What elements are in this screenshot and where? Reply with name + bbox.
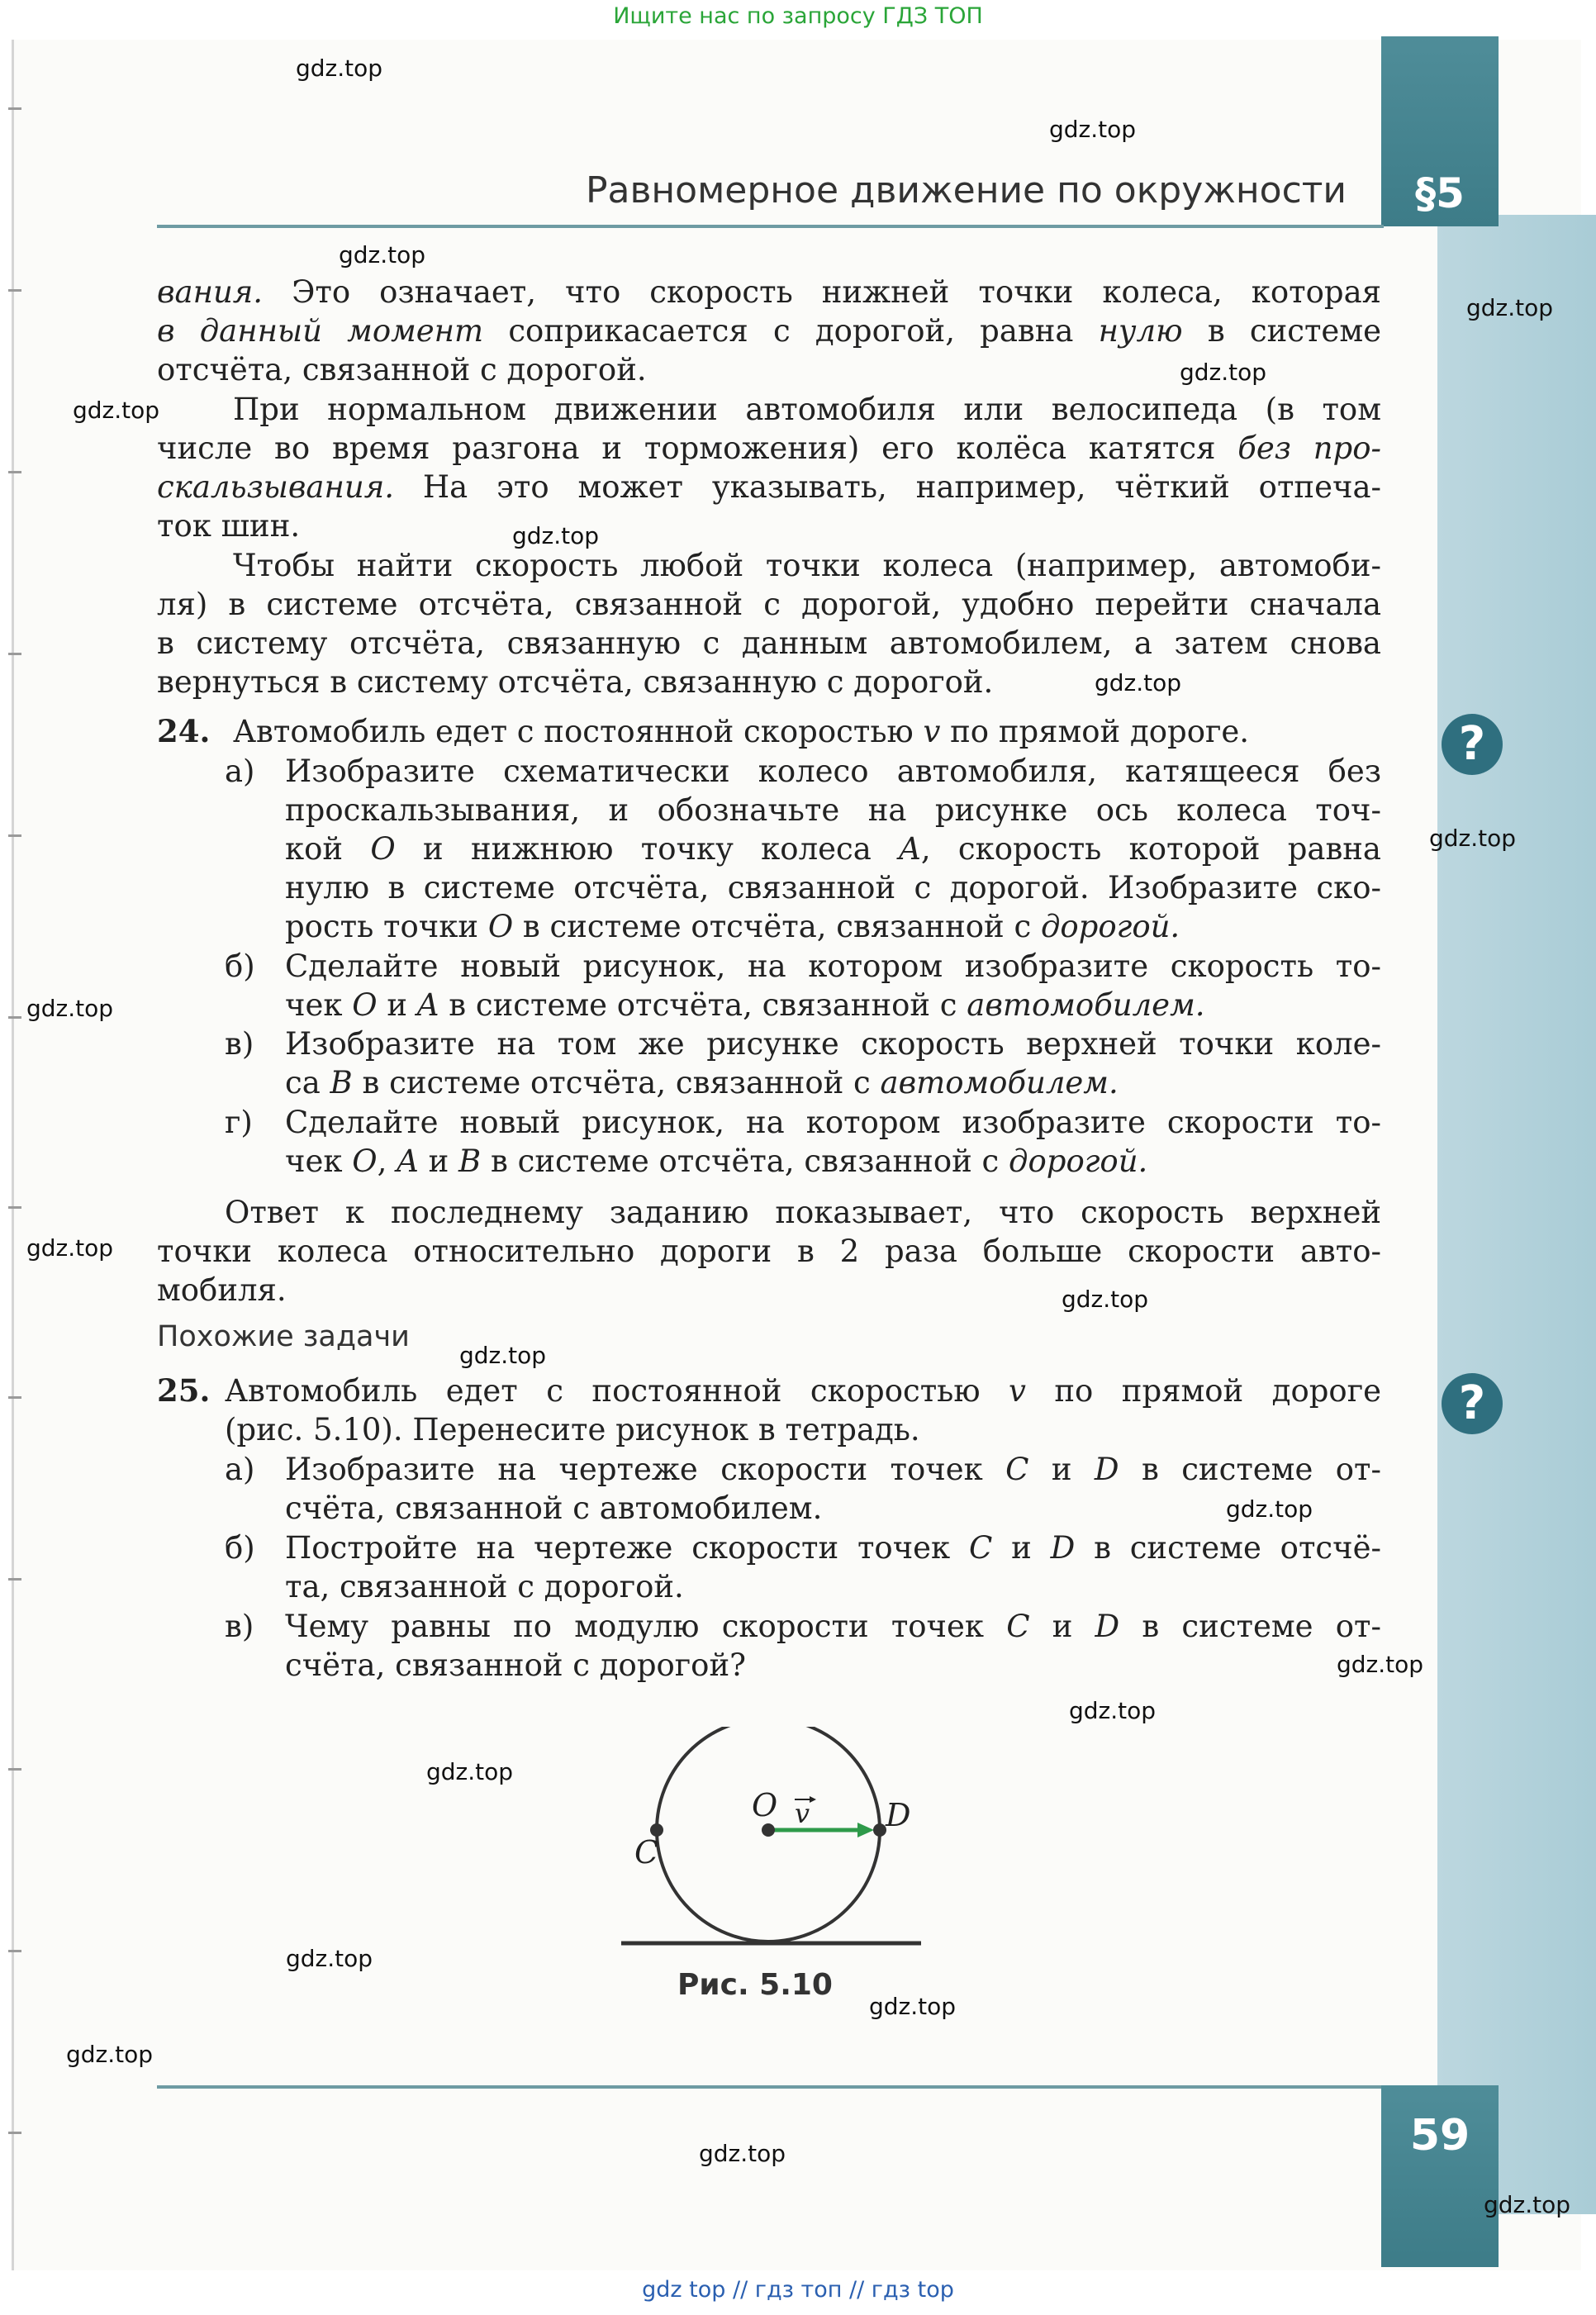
text-line: (рис. 5.10). Перенесите рисунок в тетрадь.: [225, 1412, 920, 1447]
watermark[interactable]: gdz.top: [426, 1758, 514, 1785]
text-line: в данный момент соприкасается с дорогой, равна нулю в системе: [157, 313, 1381, 349]
text-line: скальзывания. На это может указывать, например, чёткий отпеча-: [157, 469, 1381, 505]
text-line: Чтобы найти скорость любой точки колеса (например, автомоби-: [233, 548, 1381, 583]
text-line: Сделайте новый рисунок, на котором изобразите скорость то-: [285, 948, 1381, 984]
margin-tick: [8, 289, 21, 292]
watermark[interactable]: gdz.top: [66, 2041, 154, 2068]
text-line: чек O и A в системе отсчёта, связанной с автомобилем.: [285, 987, 1205, 1023]
watermark[interactable]: gdz.top: [1484, 2191, 1571, 2218]
text-line: Ответ к последнему заданию показывает, что скорость верхней: [225, 1195, 1381, 1230]
margin-tick: [8, 1950, 21, 1952]
task-stem: Автомобиль едет с постоянной скоростью v по прямой дороге: [225, 1373, 1381, 1409]
watermark[interactable]: gdz.top: [1226, 1495, 1313, 1523]
watermark[interactable]: gdz.top: [1049, 116, 1137, 143]
vector-bar-head: [810, 1796, 816, 1803]
task-stem: Автомобиль едет с постоянной скоростью v по прямой дороге.: [233, 714, 1250, 749]
subtask-label: б): [225, 948, 255, 984]
text-line: Постройте на чертеже скорости точек C и D в системе отсчё-: [285, 1530, 1381, 1566]
text-line: Изобразите на чертеже скорости точек C и D в системе от-: [285, 1452, 1382, 1487]
label-o: O: [752, 1787, 778, 1823]
text-line: в систему отсчёта, связанную с данным автомобилем, а затем снова: [157, 625, 1381, 661]
watermark[interactable]: gdz.top: [296, 55, 383, 82]
margin-tick: [8, 834, 21, 837]
subtask-label: б): [225, 1530, 255, 1566]
text-line: счёта, связанной с дорогой?: [285, 1647, 746, 1683]
text-line: ток шин.: [157, 508, 301, 544]
watermark[interactable]: gdz.top: [1466, 294, 1554, 321]
text-line: числе во время разгона и торможения) его колёса катятся без про-: [157, 430, 1382, 466]
text-line: Чему равны по модулю скорости точек C и D в системе от-: [285, 1609, 1381, 1644]
text-line: вернуться в систему отсчёта, связанную с дорогой.: [157, 664, 994, 700]
watermark[interactable]: gdz.top: [26, 995, 114, 1022]
subtask-label: а): [225, 1452, 255, 1487]
text-line: та, связанной с дорогой.: [285, 1569, 684, 1604]
text-line: мобиля.: [157, 1272, 287, 1308]
text-line: вания. Это означает, что скорость нижней точки колеса, которая: [157, 274, 1381, 310]
text-line: точки колеса относительно дороги в 2 раза больше скорости авто-: [157, 1234, 1381, 1269]
margin-tick: [8, 2132, 21, 2134]
point-o: [762, 1823, 775, 1837]
watermark[interactable]: gdz.top: [1062, 1286, 1149, 1313]
label-c: C: [634, 1834, 659, 1871]
header-rule: [157, 225, 1384, 228]
text-line: рость точки O в системе отсчёта, связанной с дорогой.: [285, 909, 1180, 944]
watermark[interactable]: gdz.top: [1180, 359, 1267, 386]
subtask-label: а): [225, 753, 255, 789]
margin-tick: [8, 1768, 21, 1771]
wheel-figure: [611, 1727, 933, 1958]
banner-bottom[interactable]: gdz top // гдз топ // гдз top: [642, 2277, 954, 2303]
text-line: Изобразите схематически колесо автомобиля, катящееся без: [285, 753, 1381, 789]
text-line: са B в системе отсчёта, связанной с автомобилем.: [285, 1065, 1119, 1100]
watermark[interactable]: gdz.top: [73, 397, 160, 424]
text-line: Изобразите на том же рисунке скорость верхней точки коле-: [285, 1026, 1381, 1062]
task-number: 25.: [157, 1372, 211, 1409]
point-d: [873, 1823, 886, 1837]
banner-top[interactable]: Ищите нас по запросу ГДЗ ТОП: [613, 3, 983, 29]
margin-tick: [8, 653, 21, 655]
watermark[interactable]: gdz.top: [26, 1234, 114, 1262]
subtask-label: в): [225, 1026, 254, 1062]
question-icon: ?: [1442, 1373, 1503, 1434]
margin-tick: [8, 1396, 21, 1399]
text-line: Сделайте новый рисунок, на котором изобразите скорости то-: [285, 1105, 1381, 1140]
similar-tasks-heading: Похожие задачи: [157, 1320, 410, 1353]
text-line: При нормальном движении автомобиля или велосипеда (в том: [233, 392, 1381, 427]
text-line: чек O, A и B в системе отсчёта, связанной с дорогой.: [285, 1143, 1148, 1179]
margin-tick: [8, 471, 21, 473]
section-number: §5: [1415, 169, 1465, 217]
task-number: 24.: [157, 713, 211, 749]
watermark[interactable]: gdz.top: [339, 241, 426, 269]
page-left-edge: [12, 40, 14, 2270]
watermark[interactable]: gdz.top: [869, 1993, 957, 2020]
text-line: кой O и нижнюю точку колеса A, скорость которой равна: [285, 831, 1381, 867]
text-line: счёта, связанной с автомобилем.: [285, 1490, 823, 1526]
margin-tick: [8, 1206, 21, 1209]
margin-tick: [8, 107, 21, 110]
watermark[interactable]: gdz.top: [1069, 1697, 1157, 1724]
velocity-arrowhead: [857, 1823, 874, 1837]
page-title: Равномерное движение по окружности: [585, 169, 1347, 212]
watermark[interactable]: gdz.top: [459, 1342, 547, 1369]
text-line: ля) в системе отсчёта, связанной с дорогой, удобно перейти сначала: [157, 587, 1381, 622]
figure-caption: Рис. 5.10: [677, 1968, 833, 2002]
watermark[interactable]: gdz.top: [512, 522, 600, 549]
watermark[interactable]: gdz.top: [1095, 669, 1182, 696]
watermark[interactable]: gdz.top: [286, 1945, 373, 1972]
margin-tick: [8, 1578, 21, 1581]
text-line: нулю в системе отсчёта, связанной с дорогой. Изобразите ско-: [285, 870, 1381, 906]
margin-tick: [8, 1016, 21, 1019]
label-d: D: [886, 1797, 911, 1833]
text-line: отсчёта, связанной с дорогой.: [157, 352, 647, 387]
watermark[interactable]: gdz.top: [699, 2140, 786, 2167]
label-v: v: [795, 1798, 810, 1829]
question-icon: ?: [1442, 714, 1503, 775]
text-line: проскальзывания, и обозначьте на рисунке ось колеса точ-: [285, 792, 1381, 828]
footer-rule: [157, 2085, 1384, 2089]
page-number: 59: [1409, 2111, 1470, 2161]
watermark[interactable]: gdz.top: [1337, 1651, 1424, 1678]
right-margin-band: [1437, 215, 1596, 2214]
subtask-label: г): [225, 1105, 253, 1140]
subtask-label: в): [225, 1609, 254, 1644]
watermark[interactable]: gdz.top: [1429, 825, 1517, 852]
